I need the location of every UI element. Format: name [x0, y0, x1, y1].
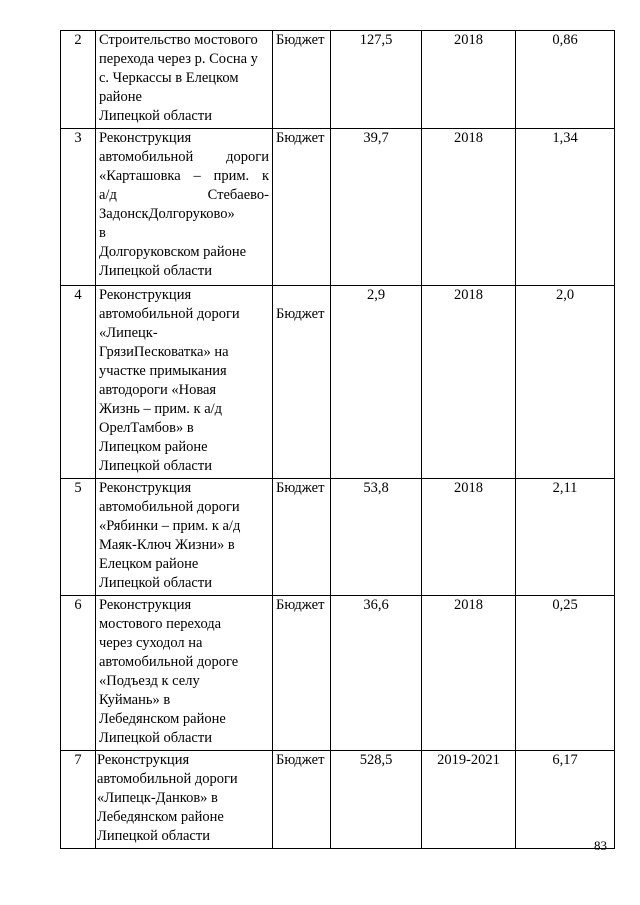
- table-row: [61, 286, 615, 479]
- project-name-line: автомобильной дороги: [99, 499, 240, 515]
- project-name: [96, 479, 273, 596]
- year-cell: 2018: [422, 596, 516, 751]
- value-cell: 6,17: [516, 751, 615, 849]
- amount-cell: 2,9: [331, 286, 422, 479]
- project-name-line: Елецком районе: [99, 556, 199, 572]
- funding-source: Бюджет: [273, 596, 331, 751]
- project-name-line: Куймань» в: [99, 692, 171, 708]
- project-name-line: ОрелТамбов» в: [99, 420, 194, 436]
- project-name-line: через суходол на: [99, 635, 203, 651]
- project-name-line: с. Черкассы в Елецком: [99, 70, 239, 86]
- row-number: 4: [61, 286, 96, 479]
- value-cell: 0,25: [516, 596, 615, 751]
- project-name: [96, 129, 273, 286]
- row-number: 3: [61, 129, 96, 286]
- year-cell: 2018: [422, 129, 516, 286]
- project-name-line: мостового перехода: [99, 616, 222, 632]
- row-number: 7: [61, 751, 96, 849]
- project-name-line: Маяк-Ключ Жизни» в: [99, 537, 235, 553]
- project-name-line: Лебедянском районе: [97, 809, 224, 825]
- funding-source: Бюджет: [273, 751, 331, 849]
- project-name-line: автомобильной дороге: [99, 654, 239, 670]
- project-name-line: Строительство мостового: [99, 32, 258, 48]
- project-name-line: «Подъезд к селу: [99, 673, 200, 689]
- amount-cell: 528,5: [331, 751, 422, 849]
- funding-source: Бюджет: [273, 286, 331, 479]
- row-number: 5: [61, 479, 96, 596]
- row-number: 2: [61, 31, 96, 129]
- year-cell: 2018: [422, 286, 516, 479]
- amount-cell: 39,7: [331, 129, 422, 286]
- project-name: [96, 596, 273, 751]
- table-row: [61, 31, 615, 129]
- value-cell: 2,11: [516, 479, 615, 596]
- value-cell: 0,86: [516, 31, 615, 129]
- project-name-line: «Липецк-Данков» в: [97, 790, 218, 806]
- year-cell: 2019-2021: [422, 751, 516, 849]
- funding-source: Бюджет: [273, 129, 331, 286]
- project-name-line: Липецкой области: [97, 828, 210, 844]
- funding-source: Бюджет: [273, 31, 331, 129]
- amount-cell: 127,5: [331, 31, 422, 129]
- value-cell: 1,34: [516, 129, 615, 286]
- project-name-line: «Карташовка – прим. к: [99, 168, 269, 184]
- funding-source: Бюджет: [273, 479, 331, 596]
- project-name-line: автомобильной дороги: [99, 306, 240, 322]
- project-name-line: автомобильной дороги: [97, 771, 238, 787]
- project-name-line: «Липецк-: [99, 325, 158, 341]
- project-name-line: Липецком районе: [99, 439, 208, 455]
- project-name-line: Реконструкция: [99, 130, 192, 146]
- project-name: [96, 286, 273, 479]
- year-cell: 2018: [422, 479, 516, 596]
- amount-cell: 36,6: [331, 596, 422, 751]
- project-name-line: ЗадонскДолгоруково»: [99, 206, 235, 222]
- table-row: [61, 129, 615, 286]
- project-name-line: районе: [99, 89, 142, 105]
- project-name: [96, 31, 273, 129]
- table-row: [61, 596, 615, 751]
- project-name-line: Долгоруковском районе: [99, 244, 247, 260]
- project-name-line: автомобильной дороги: [99, 149, 269, 165]
- project-name-line: Реконструкция: [99, 597, 192, 613]
- project-name-line: Липецкой области: [99, 458, 212, 474]
- project-name-line: Реконструкция: [97, 752, 190, 768]
- projects-table: [60, 30, 615, 849]
- project-name-line: Реконструкция: [99, 287, 192, 303]
- project-name-line: Лебедянском районе: [99, 711, 226, 727]
- project-name: [96, 751, 273, 849]
- project-name-line: Липецкой области: [99, 108, 212, 124]
- project-name-line: в: [99, 225, 106, 241]
- value-cell: 2,0: [516, 286, 615, 479]
- amount-cell: 53,8: [331, 479, 422, 596]
- page-number: 83: [594, 838, 607, 853]
- project-name-line: Липецкой области: [99, 575, 212, 591]
- project-name-line: Реконструкция: [99, 480, 192, 496]
- project-name-line: участке примыкания: [99, 363, 227, 379]
- project-name-line: Липецкой области: [99, 730, 212, 746]
- project-name-line: Липецкой области: [99, 263, 212, 279]
- project-name-line: «Рябинки – прим. к а/д: [99, 518, 241, 534]
- project-name-line: а/д Стебаево-: [99, 187, 269, 203]
- project-name-line: Жизнь – прим. к а/д: [99, 401, 223, 417]
- project-name-line: автодороги «Новая: [99, 382, 217, 398]
- table-row: [61, 751, 615, 849]
- project-name-line: ГрязиПесковатка» на: [99, 344, 229, 360]
- row-number: 6: [61, 596, 96, 751]
- table-row: [61, 479, 615, 596]
- project-name-line: перехода через р. Сосна у: [99, 51, 258, 67]
- year-cell: 2018: [422, 31, 516, 129]
